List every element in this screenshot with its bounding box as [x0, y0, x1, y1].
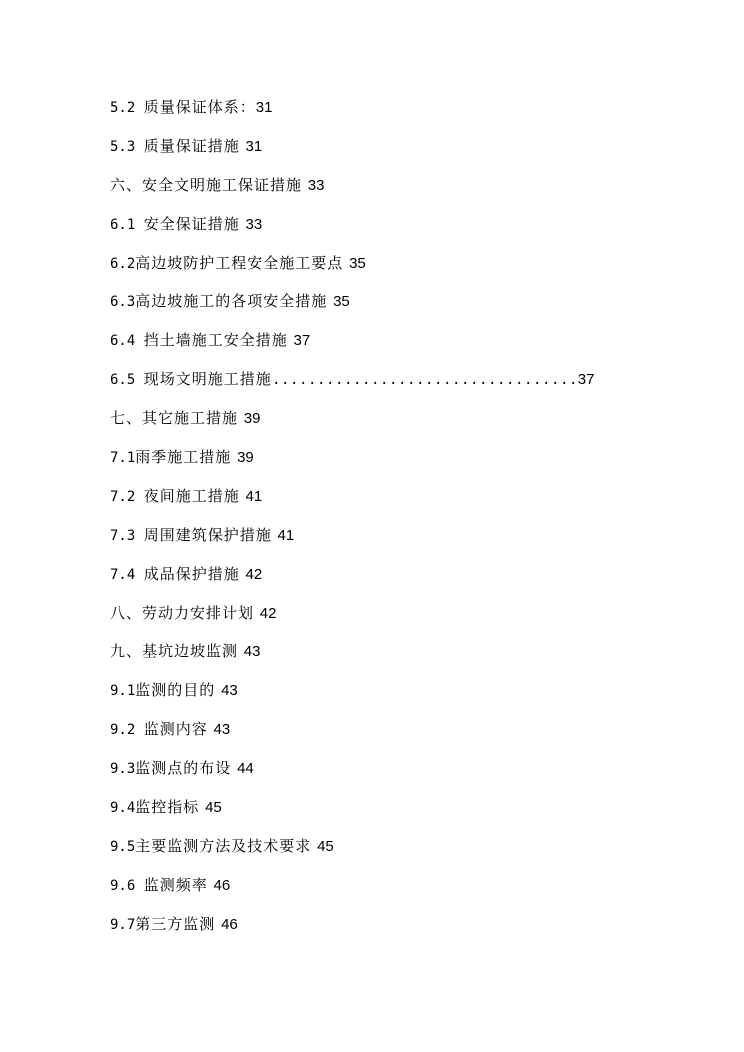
section-number: 6.3 — [110, 294, 136, 311]
page-number: 46 — [221, 915, 238, 933]
page-number: 43 — [243, 643, 261, 661]
section-number: 9.4 — [110, 800, 136, 817]
section-title: 质量保证体系： — [143, 98, 256, 116]
page-number: 41 — [277, 526, 295, 544]
section-title: 高边坡防护工程安全施工要点 — [135, 253, 350, 272]
section-number: 6.4 — [110, 333, 144, 350]
toc-entry — [110, 833, 650, 872]
page-number: 33 — [245, 215, 263, 233]
page-number: 37 — [293, 332, 311, 350]
section-title: 雨季施工措施 — [135, 448, 238, 467]
toc-entry — [110, 133, 650, 172]
section-number: 5.3 — [110, 138, 144, 155]
toc-entry — [110, 288, 650, 327]
toc-entry — [110, 366, 650, 405]
toc-entry — [110, 677, 650, 716]
section-title: 现场文明施工措施 — [143, 370, 272, 389]
table-of-contents — [110, 94, 650, 950]
page-number: 42 — [259, 604, 277, 622]
toc-entry — [110, 600, 650, 639]
section-number: 7.1 — [110, 450, 136, 467]
page-number: 33 — [307, 176, 325, 194]
section-title: 监控指标 — [135, 798, 206, 817]
section-title: 九、基坑边坡监测 — [110, 642, 244, 661]
section-title: 成品保护措施 — [143, 564, 246, 583]
section-title: 挡土墙施工安全措施 — [143, 331, 294, 350]
toc-entry — [110, 716, 650, 755]
section-number: 6.1 — [110, 216, 144, 233]
page-number: 39 — [243, 410, 261, 428]
section-title: 八、劳动力安排计划 — [110, 603, 260, 622]
toc-entry — [110, 794, 650, 833]
toc-entry — [110, 444, 650, 483]
section-number: 9.1 — [110, 683, 136, 700]
toc-entry — [110, 755, 650, 794]
section-title: 质量保证措施 — [143, 136, 246, 155]
page-number: 37 — [577, 371, 595, 389]
toc-entry — [110, 911, 650, 950]
section-number: 9.2 — [110, 722, 144, 739]
section-title: 七、其它施工措施 — [110, 409, 244, 428]
section-title: 主要监测方法及技术要求 — [135, 836, 318, 855]
section-number: 9.3 — [110, 761, 136, 778]
section-title: 第三方监测 — [135, 914, 222, 933]
section-title: 六、安全文明施工保证措施 — [110, 175, 308, 194]
toc-entry — [110, 250, 650, 289]
page-number: 31 — [245, 137, 263, 155]
page-number: 46 — [213, 876, 231, 894]
toc-entry — [110, 872, 650, 911]
page-number: 45 — [205, 799, 222, 817]
page-number: 31 — [255, 99, 273, 116]
section-number: 9.7 — [110, 916, 136, 933]
section-title: 监测频率 — [143, 875, 214, 894]
toc-entry — [110, 172, 650, 211]
section-number: 9.6 — [110, 877, 144, 894]
section-title: 安全保证措施 — [143, 214, 246, 233]
section-number: 9.5 — [110, 838, 136, 855]
section-title: 监测点的布设 — [135, 759, 238, 778]
section-number: 7.2 — [110, 488, 144, 505]
section-title: 监测的目的 — [135, 681, 222, 700]
toc-entry — [110, 483, 650, 522]
toc-entry — [110, 405, 650, 444]
section-title: 周围建筑保护措施 — [143, 525, 278, 544]
page-number: 42 — [245, 565, 263, 583]
page-number: 43 — [213, 721, 231, 739]
section-number: 7.4 — [110, 566, 144, 583]
page-number: 39 — [237, 449, 254, 467]
toc-entry — [110, 638, 650, 677]
toc-entry — [110, 327, 650, 366]
section-number: 5.2 — [110, 100, 144, 116]
dot-leader: .................................. — [271, 372, 578, 390]
section-title: 高边坡施工的各项安全措施 — [135, 292, 334, 311]
toc-entry — [110, 561, 650, 600]
page-number: 41 — [245, 487, 263, 505]
toc-entry — [110, 94, 650, 133]
section-number: 7.3 — [110, 527, 144, 544]
page-number: 35 — [333, 293, 350, 311]
page-number: 44 — [237, 760, 254, 778]
section-number: 6.2 — [110, 255, 136, 272]
page-number: 35 — [349, 254, 366, 272]
page-number: 43 — [221, 682, 238, 700]
page-number: 45 — [317, 837, 334, 855]
section-title: 夜间施工措施 — [143, 486, 246, 505]
toc-entry — [110, 522, 650, 561]
section-number: 6.5 — [110, 372, 144, 389]
section-title: 监测内容 — [143, 720, 214, 739]
toc-entry — [110, 211, 650, 250]
